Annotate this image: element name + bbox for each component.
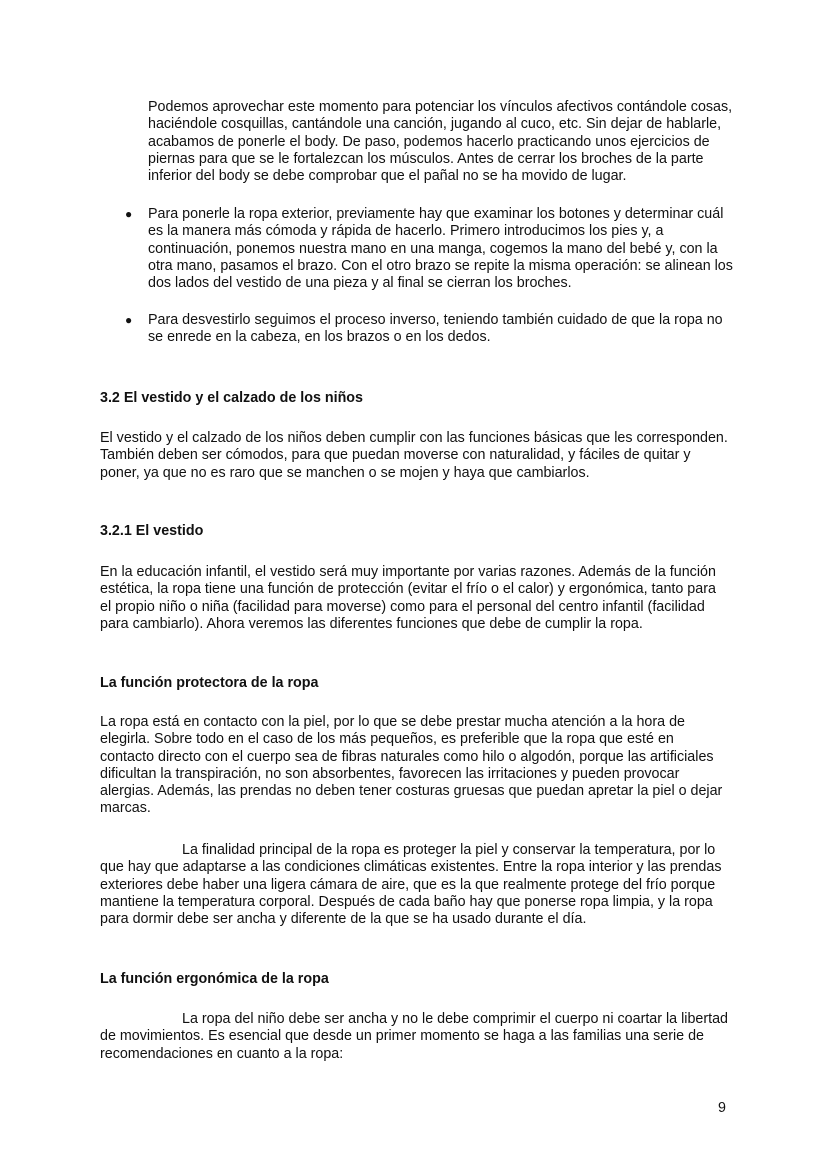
section-heading-3-2: 3.2 El vestido y el calzado de los niños: [100, 390, 363, 406]
protectora-paragraph-2-text: La finalidad principal de la ropa es proteger la piel y conservar la temperatura, por lo que hay que adaptarse a las condiciones climáticas existentes. Entre la ropa interior y las prendas exteriores debe haber una ligera cámara de aire, que es la que realmente protege del frío porque mantiene la temperatura corporal. Después de cada baño hay que ponerse ropa limpia, y la ropa para dormir debe ser ancha y diferente de la que se ha usado durante el día.: [100, 842, 722, 928]
section-heading-3-2-1: 3.2.1 El vestido: [100, 523, 204, 539]
section-3-2-1-body: En la educación infantil, el vestido será muy importante por varias razones. Además de la función estética, la ropa tiene una función de protección (evitar el frío o el calor) y ergonómica, tanto para el propio niño o niña (facilidad para moverse) como para el personal del centro infantil (facilidad para cambiarlo). Ahora veremos las diferentes funciones que debe de cumplir la ropa.: [100, 564, 716, 632]
protectora-paragraph-2: [100, 842, 730, 928]
ergonomica-paragraph-1-text: La ropa del niño debe ser ancha y no le debe comprimir el cuerpo ni coartar la libertad de movimientos. Es esencial que desde un primer momento se haga a las familias una serie de recomendaciones en cuanto a la ropa:: [100, 1011, 728, 1062]
heading-funcion-ergonomica: La función ergonómica de la ropa: [100, 971, 329, 987]
bullet-icon: ●: [125, 313, 133, 327]
bullet-icon: ●: [125, 207, 133, 221]
bullet-item: [125, 312, 738, 347]
intro-continuation: Podemos aprovechar este momento para potenciar los vínculos afectivos contándole cosas, haciéndole cosquillas, cantándole una canción, jugando al cuco, etc. Sin dejar de hablarle, acabamos de ponerle el body. De paso, podemos hacerlo practicando unos ejercicios de piernas para que se le fortalezcan los músculos. Antes de cerrar los broches de la parte inferior del body se debe comprobar que el pañal no se ha movido de lugar.: [148, 99, 733, 185]
protectora-paragraph-1: La ropa está en contacto con la piel, por lo que se debe prestar mucha atención a la hora de elegirla. Sobre todo en el caso de los más pequeños, es preferible que la ropa que esté en contacto directo con el cuerpo sea de fibras naturales como hilo o algodón, porque las artificiales dificultan la transpiración, no son absorbentes, favorecen las irritaciones y pueden provocar alergias. Además, las prendas no deben tener costuras gruesas que puedan apretar la piel o dejar marcas.: [100, 714, 723, 817]
page-number: 9: [718, 1100, 726, 1116]
ergonomica-paragraph-1: [100, 1011, 730, 1063]
bullet-item: [125, 206, 738, 292]
section-3-2-body: El vestido y el calzado de los niños deben cumplir con las funciones básicas que les corresponden. También deben ser cómodos, para que puedan moverse con naturalidad, y fáciles de quitar y poner, ya que no es raro que se manchen o se mojen y haya que cambiarlos.: [100, 430, 728, 481]
heading-funcion-protectora: La función protectora de la ropa: [100, 675, 319, 691]
bullet-text: Para desvestirlo seguimos el proceso inverso, teniendo también cuidado de que la ropa no se enrede en la cabeza, en los brazos o en los dedos.: [148, 312, 723, 346]
bullet-text: Para ponerle la ropa exterior, previamente hay que examinar los botones y determinar cuál es la manera más cómoda y rápida de hacerlo. Primero introducimos los pies y, a continuación, ponemos nuestra mano en una manga, cogemos la mano del bebé y, con la otra mano, pasamos el brazo. Con el otro brazo se repite la misma operación: se alinean los dos lados del vestido de una pieza y al final se cierran los broches.: [148, 206, 733, 292]
